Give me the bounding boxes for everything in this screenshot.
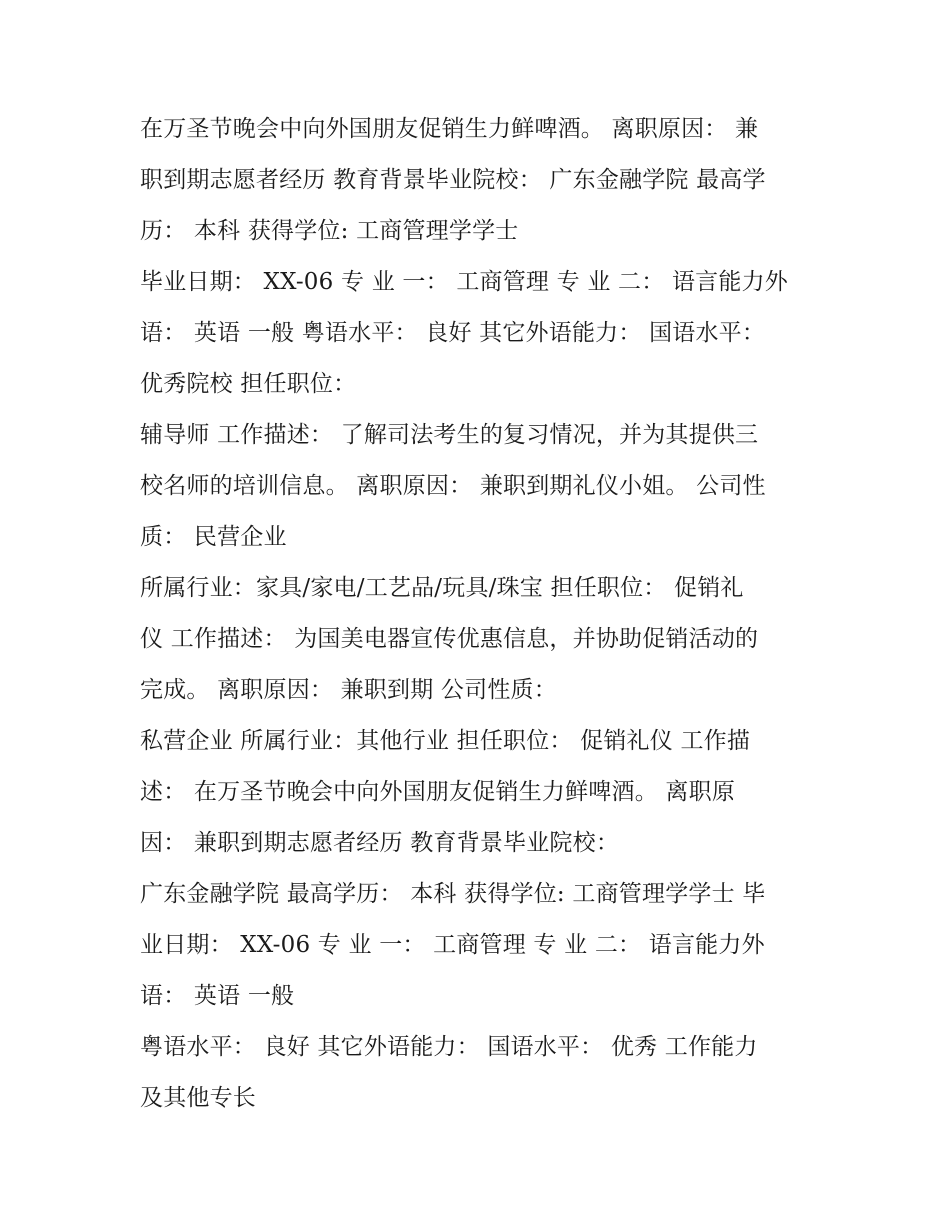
- text-line: 完成。 离职原因： 兼职到期 公司性质：: [140, 677, 557, 703]
- text-line: 及其他专长: [140, 1085, 256, 1111]
- text-line: 校名师的培训信息。 离职原因： 兼职到期礼仪小姐。 公司性: [140, 473, 766, 499]
- text-line: 毕业日期： XX-06 专 业 一： 工商管理 专 业 二： 语言能力外: [140, 269, 788, 295]
- text-line: 辅导师 工作描述： 了解司法考生的复习情况，并为其提供三: [140, 422, 759, 448]
- text-line: 广东金融学院 最高学历： 本科 获得学位: 工商管理学学士 毕: [140, 881, 766, 907]
- text-line: 述： 在万圣节晚会中向外国朋友促销生力鲜啤酒。 离职原: [140, 779, 736, 805]
- text-line: 因： 兼职到期志愿者经历 教育背景毕业院校：: [140, 830, 620, 856]
- text-line: 历： 本科 获得学位: 工商管理学学士: [140, 218, 519, 244]
- text-line: 职到期志愿者经历 教育背景毕业院校： 广东金融学院 最高学: [140, 167, 766, 193]
- text-line: 业日期： XX-06 专 业 一： 工商管理 专 业 二： 语言能力外: [140, 932, 765, 958]
- text-line: 优秀院校 担任职位：: [140, 371, 357, 397]
- text-line: 语： 英语 一般 粤语水平： 良好 其它外语能力： 国语水平：: [140, 320, 766, 346]
- text-line: 语： 英语 一般: [140, 983, 295, 1009]
- text-line: 在万圣节晚会中向外国朋友促销生力鲜啤酒。 离职原因： 兼: [140, 116, 759, 142]
- text-line: 私营企业 所属行业：其他行业 担任职位： 促销礼仪 工作描: [140, 728, 751, 754]
- text-line: 所属行业：家具/家电/工艺品/玩具/珠宝 担任职位： 促销礼: [140, 575, 744, 601]
- text-line: 仪 工作描述： 为国美电器宣传优惠信息，并协助促销活动的: [140, 626, 759, 652]
- text-line: 质： 民营企业: [140, 524, 287, 550]
- text-line: 粤语水平： 良好 其它外语能力： 国语水平： 优秀 工作能力: [140, 1034, 758, 1060]
- document-body: [140, 104, 810, 1124]
